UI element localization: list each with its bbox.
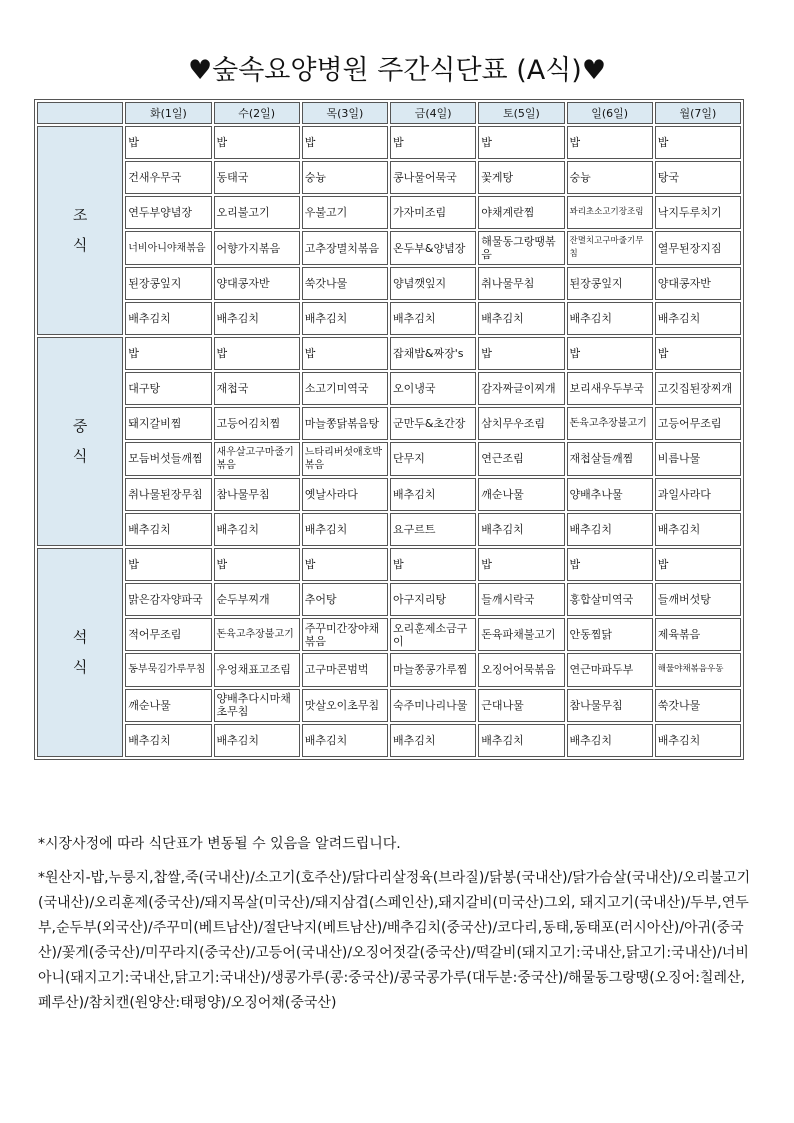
meal-label bbox=[37, 126, 123, 335]
table-row bbox=[37, 442, 741, 475]
menu-item-cell: 배추김치 bbox=[567, 513, 653, 546]
menu-item-cell: 밥 bbox=[478, 548, 564, 581]
day-header: 토(5일) bbox=[478, 102, 564, 124]
menu-item-cell: 숭늉 bbox=[567, 161, 653, 194]
menu-item-cell: 대구탕 bbox=[125, 372, 211, 405]
menu-item-cell: 배추김치 bbox=[655, 513, 741, 546]
menu-item-cell: 소고기미역국 bbox=[302, 372, 388, 405]
menu-item-cell: 재첩국 bbox=[214, 372, 300, 405]
menu-item-cell: 우불고기 bbox=[302, 196, 388, 229]
menu-item-cell: 배추김치 bbox=[478, 302, 564, 335]
menu-item-cell: 모듬버섯들깨찜 bbox=[125, 442, 211, 475]
menu-item-cell: 배추김치 bbox=[125, 513, 211, 546]
menu-item-cell: 깨순나물 bbox=[125, 689, 211, 722]
menu-item-cell: 양배추다시마채초무침 bbox=[214, 689, 300, 722]
menu-item-cell: 밥 bbox=[214, 126, 300, 159]
menu-item-cell: 배추김치 bbox=[390, 302, 476, 335]
menu-item-cell: 밥 bbox=[655, 126, 741, 159]
menu-item-cell: 배추김치 bbox=[214, 302, 300, 335]
menu-item-cell: 아구지리탕 bbox=[390, 583, 476, 616]
menu-item-cell: 단무지 bbox=[390, 442, 476, 475]
menu-item-cell: 꽈리초소고기장조림 bbox=[567, 196, 653, 229]
table-row bbox=[37, 337, 741, 370]
table-row bbox=[37, 372, 741, 405]
meal-label-char: 조 bbox=[72, 206, 88, 225]
menu-item-cell: 밥 bbox=[214, 548, 300, 581]
menu-item-cell: 된장콩잎지 bbox=[125, 267, 211, 300]
menu-item-cell: 동부묵김가루무침 bbox=[125, 653, 211, 686]
menu-item-cell: 돈육파채불고기 bbox=[478, 618, 564, 651]
menu-item-cell: 배추김치 bbox=[214, 513, 300, 546]
meal-label-char: 중 bbox=[72, 417, 88, 436]
menu-item-cell: 숙주미나리나물 bbox=[390, 689, 476, 722]
menu-item-cell: 마늘쫑닭볶음탕 bbox=[302, 407, 388, 440]
origin-text: *원산지-밥,누룽지,찹쌀,죽(국내산)/소고기(호주산)/닭다리살정육(브라질)/닭봉(국내산)/닭가슴살(국내산)/오리불고기(국내산)/오리훈제(중국산)/돼지목살(미국산)/돼지삼겹(스페인산),돼지갈비(미국산)그외, 돼지고기(국내산)/두부,연두부,순두부(외국산)/주꾸미(베트남산)/절단낙지(베트남산)/배추김치(중국산)/코다리,동태,동태포(러시아산)/아귀(중국산)/꽃게(중국산)/미꾸라지(중국산)/고등어(국내산)/오징어젓갈(중국산)/떡갈비(돼지고기:국내산,닭고기:국내산)/너비아니(돼지고기:국내산,닭고기:국내산)/생콩가루(콩:중국산)/콩국콩가루(대두분:중국산)/해물동그랑땡(오징어:칠레산,페루산)/참치캔(원양산:태평양)/오징어채(중국산) bbox=[38, 870, 751, 1011]
menu-item-cell: 오리불고기 bbox=[214, 196, 300, 229]
notice-text: *시장사정에 따라 식단표가 변동될 수 있음을 알려드립니다. bbox=[38, 836, 401, 852]
menu-item-cell: 군만두&초간장 bbox=[390, 407, 476, 440]
table-row bbox=[37, 196, 741, 229]
menu-item-cell: 추어탕 bbox=[302, 583, 388, 616]
menu-item-cell: 숭늉 bbox=[302, 161, 388, 194]
table-row bbox=[37, 583, 741, 616]
menu-item-cell: 야채계란찜 bbox=[478, 196, 564, 229]
table-row bbox=[37, 302, 741, 335]
menu-item-cell: 연근조림 bbox=[478, 442, 564, 475]
menu-item-cell: 배추김치 bbox=[567, 302, 653, 335]
menu-item-cell: 적어무조림 bbox=[125, 618, 211, 651]
menu-item-cell: 근대나물 bbox=[478, 689, 564, 722]
menu-item-cell: 밥 bbox=[567, 126, 653, 159]
menu-item-cell: 고등어무조림 bbox=[655, 407, 741, 440]
menu-item-cell: 배추김치 bbox=[478, 724, 564, 757]
menu-item-cell: 삼치무우조림 bbox=[478, 407, 564, 440]
menu-item-cell: 돈육고추장불고기 bbox=[214, 618, 300, 651]
menu-item-cell: 들깨시락국 bbox=[478, 583, 564, 616]
menu-item-cell: 배추김치 bbox=[302, 724, 388, 757]
menu-item-cell: 감자짜글이찌개 bbox=[478, 372, 564, 405]
menu-item-cell: 밥 bbox=[655, 337, 741, 370]
menu-item-cell: 맛살오이초무침 bbox=[302, 689, 388, 722]
menu-item-cell: 해물야채볶음우동 bbox=[655, 653, 741, 686]
menu-item-cell: 고등어김치찜 bbox=[214, 407, 300, 440]
menu-item-cell: 잡채밥&짜장's bbox=[390, 337, 476, 370]
menu-item-cell: 밥 bbox=[390, 548, 476, 581]
table-row bbox=[37, 161, 741, 194]
menu-item-cell: 어향가지볶음 bbox=[214, 231, 300, 264]
menu-item-cell: 느타리버섯애호박볶음 bbox=[302, 442, 388, 475]
menu-item-cell: 깨순나물 bbox=[478, 478, 564, 511]
menu-item-cell: 취나물무침 bbox=[478, 267, 564, 300]
menu-item-cell: 밥 bbox=[302, 126, 388, 159]
menu-item-cell: 취나물된장무침 bbox=[125, 478, 211, 511]
menu-item-cell: 배추김치 bbox=[655, 302, 741, 335]
menu-item-cell: 오징어어묵볶음 bbox=[478, 653, 564, 686]
menu-item-cell: 배추김치 bbox=[302, 513, 388, 546]
menu-item-cell: 탕국 bbox=[655, 161, 741, 194]
table-row bbox=[37, 689, 741, 722]
menu-item-cell: 밥 bbox=[478, 337, 564, 370]
menu-item-cell: 배추김치 bbox=[302, 302, 388, 335]
table-row bbox=[37, 407, 741, 440]
menu-item-cell: 양념깻잎지 bbox=[390, 267, 476, 300]
menu-item-cell: 맑은감자양파국 bbox=[125, 583, 211, 616]
menu-item-cell: 밥 bbox=[390, 126, 476, 159]
menu-item-cell: 밥 bbox=[214, 337, 300, 370]
table-row bbox=[37, 267, 741, 300]
menu-item-cell: 잔멸치고구마줄기무침 bbox=[567, 231, 653, 264]
menu-item-cell: 배추김치 bbox=[390, 478, 476, 511]
menu-item-cell: 새우살고구마줄기볶음 bbox=[214, 442, 300, 475]
day-header: 금(4일) bbox=[390, 102, 476, 124]
meal-label-char: 식 bbox=[72, 236, 88, 255]
menu-item-cell: 돼지갈비찜 bbox=[125, 407, 211, 440]
menu-item-cell: 쑥갓나물 bbox=[302, 267, 388, 300]
menu-item-cell: 배추김치 bbox=[125, 302, 211, 335]
menu-item-cell: 오이냉국 bbox=[390, 372, 476, 405]
menu-item-cell: 밥 bbox=[567, 337, 653, 370]
meal-label-char: 식 bbox=[72, 447, 88, 466]
day-header: 일(6일) bbox=[567, 102, 653, 124]
menu-item-cell: 된장콩잎지 bbox=[567, 267, 653, 300]
table-row bbox=[37, 618, 741, 651]
menu-item-cell: 양대콩자반 bbox=[214, 267, 300, 300]
menu-item-cell: 가자미조림 bbox=[390, 196, 476, 229]
menu-item-cell: 돈육고추장불고기 bbox=[567, 407, 653, 440]
menu-item-cell: 동태국 bbox=[214, 161, 300, 194]
table-row bbox=[37, 478, 741, 511]
menu-item-cell: 밥 bbox=[567, 548, 653, 581]
menu-item-cell: 참나물무침 bbox=[214, 478, 300, 511]
menu-item-cell: 고깃집된장찌개 bbox=[655, 372, 741, 405]
menu-item-cell: 홍합살미역국 bbox=[567, 583, 653, 616]
day-header: 월(7일) bbox=[655, 102, 741, 124]
menu-item-cell: 콩나물어묵국 bbox=[390, 161, 476, 194]
menu-item-cell: 해물동그랑땡볶음 bbox=[478, 231, 564, 264]
table-row bbox=[37, 653, 741, 686]
meal-label-char: 식 bbox=[72, 658, 88, 677]
menu-item-cell: 너비아니야채볶음 bbox=[125, 231, 211, 264]
menu-item-cell: 온두부&양념장 bbox=[390, 231, 476, 264]
menu-item-cell: 밥 bbox=[302, 337, 388, 370]
corner-cell bbox=[37, 102, 123, 124]
table-row bbox=[37, 724, 741, 757]
meal-label-char: 석 bbox=[72, 628, 88, 647]
menu-item-cell: 고구마콘범벅 bbox=[302, 653, 388, 686]
menu-item-cell: 배추김치 bbox=[478, 513, 564, 546]
menu-item-cell: 꽃게탕 bbox=[478, 161, 564, 194]
table-row bbox=[37, 231, 741, 264]
menu-item-cell: 보리새우두부국 bbox=[567, 372, 653, 405]
menu-item-cell: 주꾸미간장야채볶음 bbox=[302, 618, 388, 651]
menu-item-cell: 비름나물 bbox=[655, 442, 741, 475]
menu-item-cell: 요구르트 bbox=[390, 513, 476, 546]
menu-item-cell: 고추장멸치볶음 bbox=[302, 231, 388, 264]
menu-item-cell: 제육볶음 bbox=[655, 618, 741, 651]
menu-item-cell: 밥 bbox=[478, 126, 564, 159]
table-header-row bbox=[37, 102, 741, 124]
table-row bbox=[37, 126, 741, 159]
menu-item-cell: 밥 bbox=[125, 337, 211, 370]
menu-item-cell: 우엉채표고조림 bbox=[214, 653, 300, 686]
menu-item-cell: 밥 bbox=[125, 126, 211, 159]
menu-item-cell: 밥 bbox=[655, 548, 741, 581]
table-row bbox=[37, 548, 741, 581]
menu-item-cell: 양대콩자반 bbox=[655, 267, 741, 300]
menu-item-cell: 들깨버섯탕 bbox=[655, 583, 741, 616]
menu-item-cell: 연두부양념장 bbox=[125, 196, 211, 229]
menu-item-cell: 양배추나물 bbox=[567, 478, 653, 511]
weekly-menu-table bbox=[34, 99, 744, 760]
day-header: 목(3일) bbox=[302, 102, 388, 124]
menu-item-cell: 밥 bbox=[302, 548, 388, 581]
menu-item-cell: 건새우무국 bbox=[125, 161, 211, 194]
meal-label bbox=[37, 548, 123, 757]
menu-item-cell: 재첩살들깨찜 bbox=[567, 442, 653, 475]
meal-label bbox=[37, 337, 123, 546]
menu-item-cell: 낙지두루치기 bbox=[655, 196, 741, 229]
day-header: 수(2일) bbox=[214, 102, 300, 124]
table-row bbox=[37, 513, 741, 546]
menu-item-cell: 옛날사라다 bbox=[302, 478, 388, 511]
menu-item-cell: 배추김치 bbox=[390, 724, 476, 757]
menu-item-cell: 배추김치 bbox=[567, 724, 653, 757]
menu-item-cell: 열무된장지짐 bbox=[655, 231, 741, 264]
menu-item-cell: 배추김치 bbox=[214, 724, 300, 757]
menu-item-cell: 안동찜닭 bbox=[567, 618, 653, 651]
menu-item-cell: 밥 bbox=[125, 548, 211, 581]
menu-item-cell: 마늘쫑콩가루찜 bbox=[390, 653, 476, 686]
menu-item-cell: 연근마파두부 bbox=[567, 653, 653, 686]
menu-item-cell: 배추김치 bbox=[125, 724, 211, 757]
menu-item-cell: 오리훈제소금구이 bbox=[390, 618, 476, 651]
notes-section bbox=[38, 832, 758, 1025]
menu-item-cell: 과일사라다 bbox=[655, 478, 741, 511]
menu-item-cell: 쑥갓나물 bbox=[655, 689, 741, 722]
menu-item-cell: 순두부찌개 bbox=[214, 583, 300, 616]
menu-item-cell: 배추김치 bbox=[655, 724, 741, 757]
page-title: ♥숲속요양병원 주간식단표 (A식)♥ bbox=[187, 55, 607, 86]
day-header: 화(1일) bbox=[125, 102, 211, 124]
menu-item-cell: 참나물무침 bbox=[567, 689, 653, 722]
